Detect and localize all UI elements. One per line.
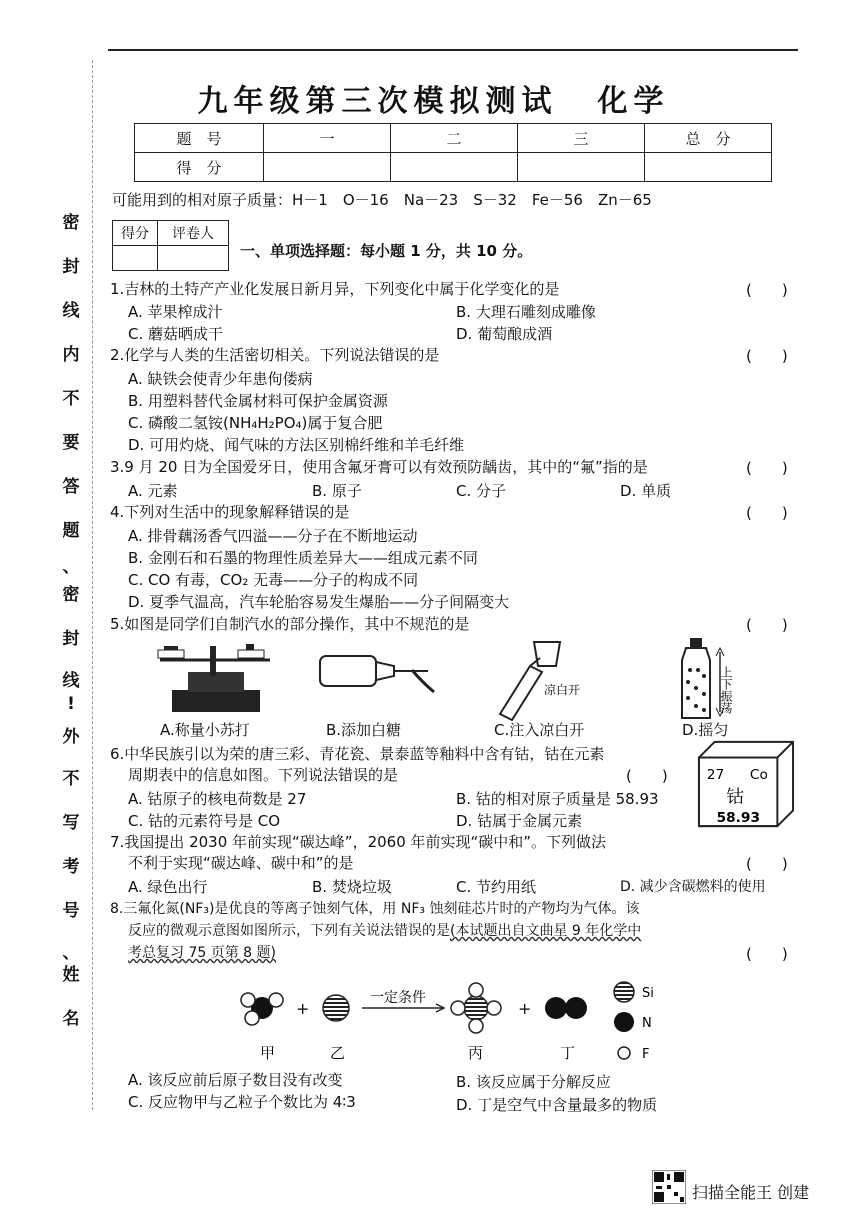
q3-option-a: A. 元素: [128, 482, 178, 500]
molecule-yi: [323, 995, 349, 1021]
seal-char: 、: [62, 557, 80, 577]
q7-option-d: D. 减少含碳燃料的使用: [620, 879, 766, 895]
pouring-figure: [500, 642, 580, 720]
question-8: 8.三氟化氮(NF₃)是优良的等离子蚀刻气体，用 NF₃ 蚀刻硅芯片时的产物均为气体。该: [110, 901, 640, 917]
q1-option-b: B. 大理石雕刻成雕像: [456, 303, 596, 321]
q6-option-c: C. 钴的元素符号是 CO: [128, 812, 281, 830]
question-8-source-line2: 考总复习 75 页第 8 题): [128, 945, 276, 961]
question-6: 6.中华民族引以为荣的唐三彩、青花瓷、景泰蓝等釉料中含有钴，钴在元素: [110, 745, 605, 763]
grader-reviewer-blank[interactable]: [158, 246, 229, 271]
seal-char: 线: [62, 301, 80, 321]
reaction-diagram: [230, 978, 670, 1068]
q6-option-a: A. 钴原子的核电荷数是 27: [128, 790, 307, 808]
element-name: 钴: [726, 787, 745, 808]
seal-char: 封: [62, 257, 80, 277]
seal-char: 名: [62, 1009, 80, 1029]
q7-option-c: C. 节约用纸: [456, 878, 537, 896]
question-8-line2: 反应的微观示意图如图所示，下列有关说法错误的是: [128, 923, 450, 939]
q4-option-b: B. 金刚石和石墨的物理性质差异大——组成元素不同: [128, 549, 478, 567]
title-main: 九年级第三次模拟测试: [197, 84, 558, 119]
question-3: 3.9 月 20 日为全国爱牙日，使用含氟牙膏可以有效预防龋齿，其中的“氟”指的是: [110, 458, 648, 476]
plus-sign: +: [518, 999, 532, 1018]
legend-n: N: [642, 1016, 652, 1031]
scanner-watermark: 扫描全能王 创建: [692, 1183, 810, 1202]
score-blank-1[interactable]: [264, 153, 391, 182]
score-table-header: [135, 124, 772, 153]
question-1: 1.吉林的土特产产业化发展日新月异，下列变化中属于化学变化的是: [110, 280, 560, 298]
molecule-jia: [241, 993, 283, 1025]
balance-figure: [158, 644, 270, 712]
qr-code-icon: [652, 1170, 686, 1204]
q2-option-d: D. 可用灼烧、闻气味的方法区别棉纤维和羊毛纤维: [128, 436, 465, 454]
seal-char: 内: [62, 345, 80, 365]
score-blank-total[interactable]: [645, 153, 772, 182]
top-rule: [108, 49, 798, 51]
molecule-bing: [451, 983, 501, 1033]
seal-char: 号: [62, 901, 80, 921]
q4-option-a: A. 排骨藕汤香气四溢——分子在不断地运动: [128, 527, 418, 545]
q1-option-a: A. 苹果榨成汁: [128, 303, 223, 321]
section-heading: 一、单项选择题：每小题 1 分，共 10 分。: [240, 242, 533, 260]
q1-option-c: C. 蘑菇晒成干: [128, 325, 224, 343]
q7-option-b: B. 焚烧垃圾: [312, 878, 392, 896]
q3-option-c: C. 分子: [456, 482, 507, 500]
label-yi: 乙: [330, 1044, 346, 1062]
label-bing: 丙: [468, 1044, 484, 1062]
plus-sign: +: [296, 999, 310, 1018]
seal-char: 密: [62, 213, 80, 233]
q5-option-c: C.注入凉白开: [494, 721, 585, 739]
label-jia: 甲: [260, 1044, 276, 1062]
seal-char: 考: [62, 857, 80, 877]
q7-option-a: A. 绿色出行: [128, 878, 208, 896]
seal-char: 写: [62, 813, 80, 833]
score-cell-total: 总 分: [645, 124, 772, 153]
question-4: 4.下列对生活中的现象解释错误的是: [110, 503, 350, 521]
cobalt-element-card: [697, 737, 795, 829]
seal-char: 要: [62, 433, 80, 453]
element-symbol: Co: [749, 767, 768, 784]
answer-paren[interactable]: ( ): [746, 616, 788, 634]
q8-option-a: A. 该反应前后原子数目没有改变: [128, 1071, 343, 1089]
reaction-condition: 一定条件: [370, 990, 426, 1006]
score-table-row: [135, 153, 772, 182]
seal-char: !: [67, 694, 75, 714]
seal-char: 外: [62, 727, 80, 747]
score-table: [134, 123, 772, 182]
shake-label: 上下振荡: [719, 666, 733, 714]
seal-char: 不: [62, 389, 80, 409]
bottle-sugar-figure: [320, 656, 434, 692]
q2-option-b: B. 用塑料替代金属材料可保护金属资源: [128, 392, 388, 410]
question-8-source: (本试题出自文曲星 9 年化学中: [450, 923, 642, 939]
question-2: 2.化学与人类的生活密切相关。下列说法错误的是: [110, 346, 440, 364]
q4-option-c: C. CO 有毒，CO₂ 无毒——分子的构成不同: [128, 571, 419, 589]
relative-masses: 可能用到的相对原子质量：H－1 O－16 Na－23 S－32 Fe－56 Zn－65: [112, 191, 652, 209]
legend-f: F: [642, 1047, 650, 1062]
seal-char: 题: [62, 521, 80, 541]
grader-score-blank[interactable]: [113, 246, 158, 271]
seal-char: 不: [62, 769, 80, 789]
q4-option-d: D. 夏季气温高，汽车轮胎容易发生爆胎——分子间隔变大: [128, 593, 510, 611]
q1-option-d: D. 葡萄酿成酒: [456, 325, 553, 343]
grader-reviewer-label: 评卷人: [158, 221, 229, 246]
element-mass: 58.93: [716, 810, 761, 827]
answer-paren[interactable]: ( ): [746, 945, 788, 963]
seal-char: 线: [62, 671, 80, 691]
score-row-label: 得 分: [135, 153, 264, 182]
seal-char: 姓: [62, 965, 80, 985]
answer-paren[interactable]: ( ): [746, 459, 788, 477]
question-5: 5.如图是同学们自制汽水的部分操作，其中不规范的是: [110, 615, 470, 633]
shake-bottle-figure: [682, 638, 733, 718]
water-label: 凉白开: [544, 683, 581, 697]
question-7: 7.我国提出 2030 年前实现“碳达峰”，2060 年前实现“碳中和”。下列做法: [110, 833, 607, 851]
q5-figures: [150, 636, 810, 722]
score-cell-label: 题 号: [135, 124, 264, 153]
title-subject: 化学: [597, 84, 670, 119]
score-cell-1: 一: [264, 124, 391, 153]
page-title: [0, 76, 867, 120]
element-number: 27: [706, 767, 725, 784]
seal-char: 、: [62, 943, 80, 963]
score-cell-2: 二: [391, 124, 518, 153]
q8-option-b: B. 该反应属于分解反应: [456, 1073, 611, 1091]
q6-option-d: D. 钴属于金属元素: [456, 812, 583, 830]
seal-line: [92, 60, 93, 1110]
legend-si: Si: [642, 986, 654, 1001]
seal-char: 答: [62, 477, 80, 497]
grader-score-label: 得分: [113, 221, 158, 246]
answer-paren[interactable]: ( ): [746, 504, 788, 522]
q6-option-b: B. 钴的相对原子质量是 58.93: [456, 790, 659, 808]
label-ding: 丁: [560, 1044, 576, 1062]
q2-option-c: C. 磷酸二氢铵(NH₄H₂PO₄)属于复合肥: [128, 414, 383, 432]
seal-char: 封: [62, 629, 80, 649]
legend: [614, 982, 654, 1062]
q5-option-b: B.添加白糖: [326, 721, 402, 739]
question-6-line2: 周期表中的信息如图。下列说法错误的是: [128, 766, 399, 784]
answer-paren[interactable]: ( ): [746, 347, 788, 365]
q3-option-d: D. 单质: [620, 482, 672, 500]
seal-char: 密: [62, 585, 80, 605]
q2-option-a: A. 缺铁会使青少年患佝偻病: [128, 370, 313, 388]
q5-option-a: A.称量小苏打: [160, 721, 250, 739]
score-blank-2[interactable]: [391, 153, 518, 182]
question-7-line2: 不利于实现“碳达峰、碳中和”的是: [128, 854, 354, 872]
q5-option-d: D.摇匀: [682, 721, 729, 739]
answer-paren[interactable]: ( ): [626, 767, 668, 785]
answer-paren[interactable]: ( ): [746, 281, 788, 299]
score-blank-3[interactable]: [518, 153, 645, 182]
q8-option-c: C. 反应物甲与乙粒子个数比为 4∶3: [128, 1093, 356, 1111]
score-cell-3: 三: [518, 124, 645, 153]
answer-paren[interactable]: ( ): [746, 855, 788, 873]
q3-option-b: B. 原子: [312, 482, 362, 500]
molecule-ding: [545, 997, 587, 1019]
q8-option-d: D. 丁是空气中含量最多的物质: [456, 1096, 658, 1114]
grader-table: [112, 220, 229, 271]
